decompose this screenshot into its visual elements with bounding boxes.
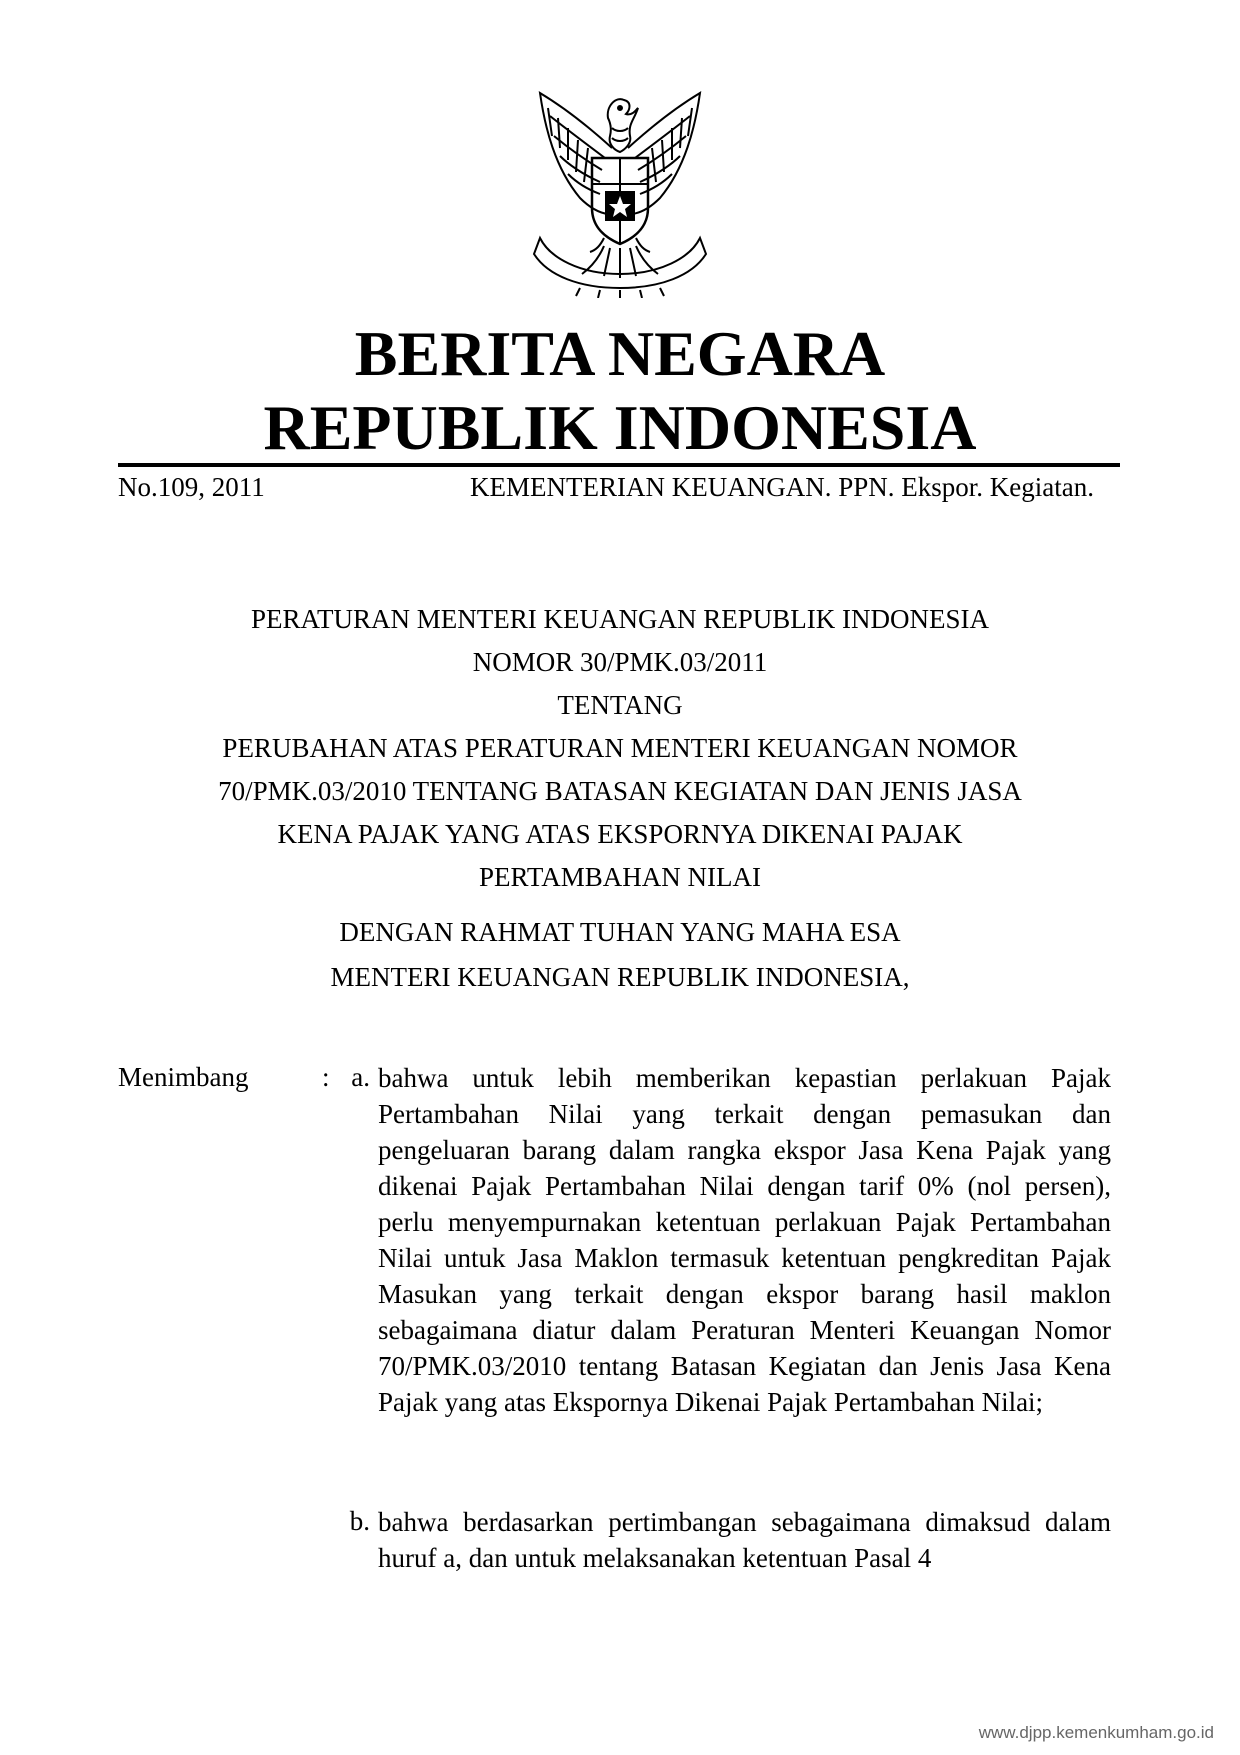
masthead-title-line1: BERITA NEGARA <box>354 318 886 389</box>
consideration-text: bahwa untuk lebih memberikan kepastian perlakuan Pajak Pertambahan Nilai yang terkait dengan pemasukan dan pengeluaran barang dalam rangka ekspor Jasa Kena Pajak yang dikenai Pajak Pertambahan Nilai dengan tarif 0% (nol persen), perlu menyempurnakan ketentuan perlakuan Pajak Pertambahan Nilai untuk Jasa Maklon termasuk ketentuan pengkreditan Pajak Masukan yang terkait dengan ekspor barang hasil maklon sebagaimana diatur dalam Peraturan Menteri Keuangan Nomor 70/PMK.03/2010 tentang Batasan Kegiatan dan Jenis Jasa Kena Pajak yang atas Ekspornya Dikenai Pajak Pertambahan Nilai; <box>378 1063 1111 1417</box>
masthead-title-line2: REPUBLIK INDONESIA <box>263 392 977 463</box>
title-line: TENTANG <box>557 690 683 720</box>
issue-number: No.109, 2011 <box>118 472 265 502</box>
garuda-pancasila-emblem-icon <box>520 88 720 298</box>
considerations-colon: : <box>322 1062 330 1092</box>
consideration-letter: a. <box>351 1062 370 1092</box>
title-line: PERTAMBAHAN NILAI <box>479 862 761 892</box>
opening-formula <box>118 910 1122 1000</box>
title-line: KENA PAJAK YANG ATAS EKSPORNYA DIKENAI PAJAK <box>277 819 963 849</box>
regulation-title <box>118 598 1122 899</box>
title-line: 70/PMK.03/2010 TENTANG BATASAN KEGIATAN DAN JENIS JASA <box>218 776 1022 806</box>
footer-watermark-url: www.djpp.kemenkumham.go.id <box>978 1723 1214 1742</box>
opening-line: DENGAN RAHMAT TUHAN YANG MAHA ESA <box>339 917 901 947</box>
consideration-text: bahwa berdasarkan pertimbangan sebagaimana dimaksud dalam huruf a, dan untuk melaksanakan ketentuan Pasal 4 <box>378 1507 1111 1573</box>
consideration-letter: b. <box>349 1506 370 1536</box>
issue-subject: KEMENTERIAN KEUANGAN. PPN. Ekspor. Kegiatan. <box>470 472 1094 502</box>
masthead-divider <box>118 463 1120 467</box>
title-line: PERATURAN MENTERI KEUANGAN REPUBLIK INDONESIA <box>251 604 989 634</box>
title-line: PERUBAHAN ATAS PERATURAN MENTERI KEUANGAN NOMOR <box>222 733 1018 763</box>
title-line: NOMOR 30/PMK.03/2011 <box>472 647 768 677</box>
considerations-label: Menimbang <box>118 1062 249 1092</box>
opening-line: MENTERI KEUANGAN REPUBLIK INDONESIA, <box>330 962 910 992</box>
